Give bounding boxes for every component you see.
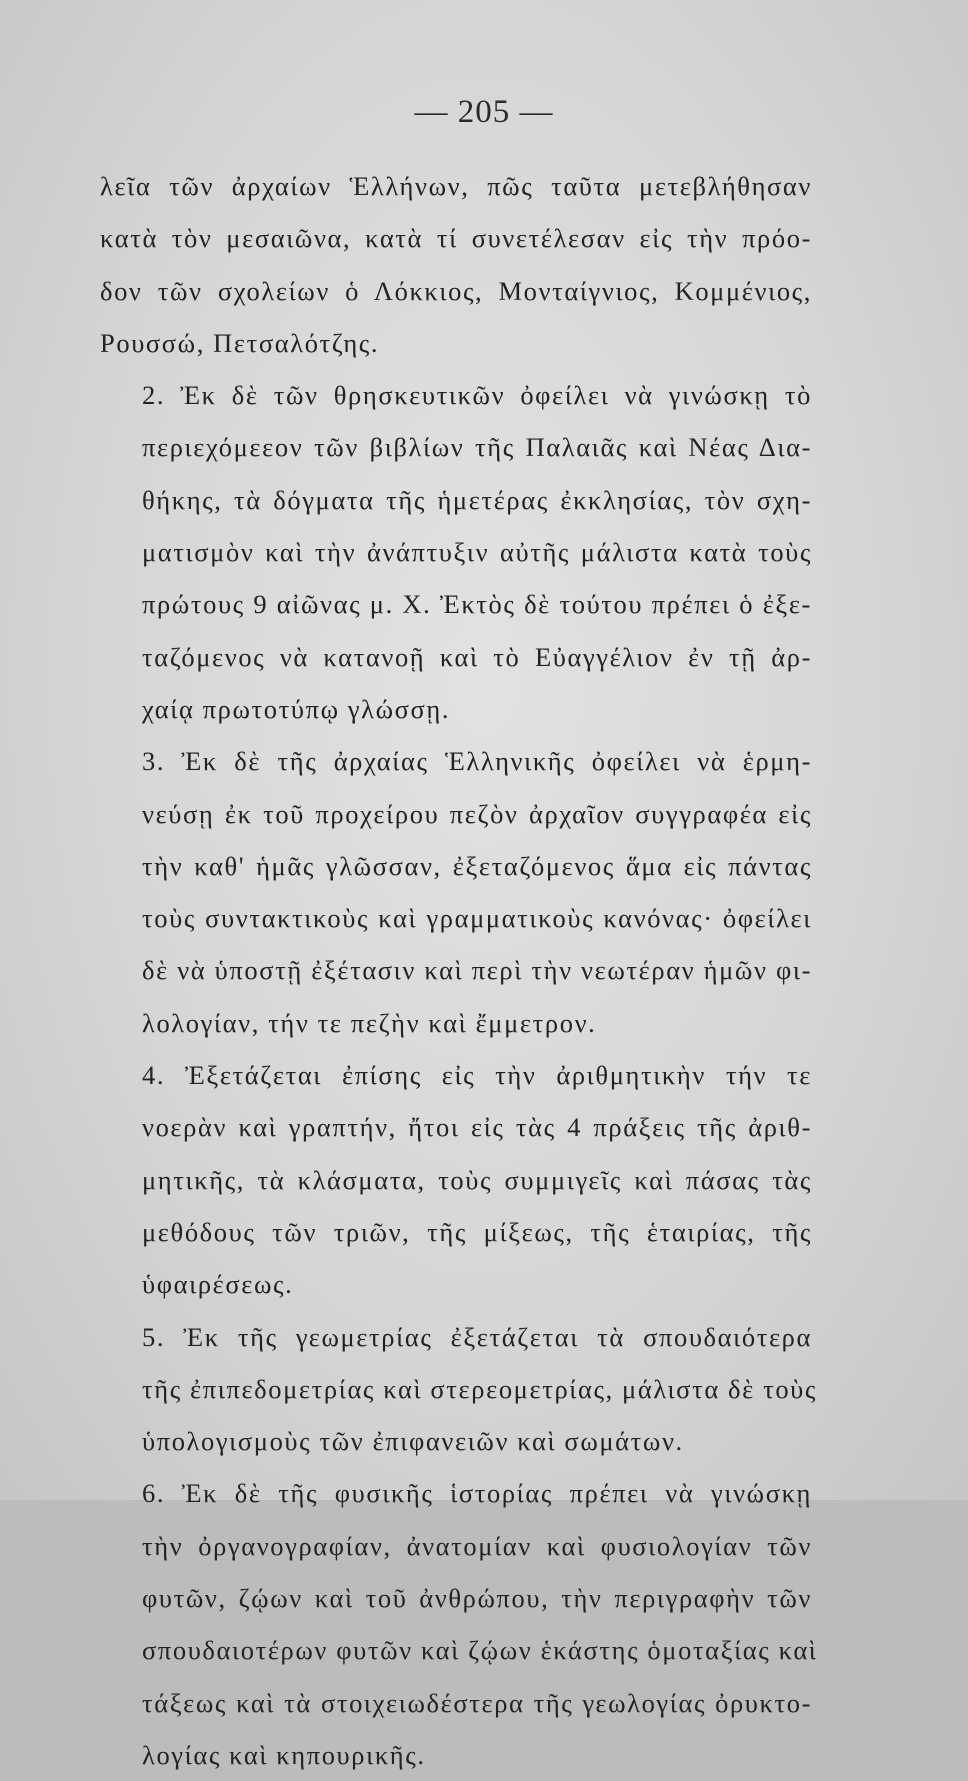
text-line: λογίας καὶ κηπουρικῆς. (142, 1739, 426, 1770)
page-number: — 205 — (414, 94, 554, 130)
text-line: φυτῶν, ζῴων καὶ τοῦ ἀνθρώπου, τὴν περιγραφὴν τῶν (142, 1583, 812, 1614)
text-line: δὲ νὰ ὑποστῇ ἐξέτασιν καὶ περὶ τὴν νεωτέραν ἡμῶν φι- (142, 955, 812, 986)
text-line: λεῖα τῶν ἀρχαίων Ἑλλήνων, πῶς ταῦτα μετεβλήθησαν (100, 171, 812, 201)
text-line: νοερὰν καὶ γραπτήν, ἤτοι εἰς τὰς 4 πράξεις τῆς ἀριθ- (142, 1112, 812, 1143)
text-line: χαίᾳ πρωτοτύπῳ γλώσσῃ. (142, 693, 451, 724)
paragraph-item-2 (100, 369, 812, 735)
text-line: δον τῶν σχολείων ὁ Λόκκιος, Μονταίγνιος, Κομμένιος, (100, 275, 812, 306)
text-line: τῆς ἐπιπεδομετρίας καὶ στερεομετρίας, μάλιστα δὲ τοὺς (142, 1373, 817, 1404)
text-line: 4. Ἐξετάζεται ἐπίσης εἰς τὴν ἀριθμητικὴν τήν τε (142, 1060, 812, 1091)
text-line: περιεχόμεεον τῶν βιβλίων τῆς Παλαιᾶς καὶ Νέας Δια- (142, 432, 812, 463)
text-line: κατὰ τὸν μεσαιῶνα, κατὰ τί συνετέλεσαν εἰς τὴν πρόο- (100, 223, 812, 254)
text-line: τὴν ὀργανογραφίαν, ἀνατομίαν καὶ φυσιολογίαν τῶν (142, 1530, 812, 1561)
text-line: τὴν καθ' ἡμᾶς γλῶσσαν, ἐξεταζόμενος ἅμα εἰς πάντας (142, 850, 812, 881)
text-line: μητικῆς, τὰ κλάσματα, τοὺς συμμιγεῖς καὶ πάσας τὰς (142, 1164, 812, 1195)
text-line: 6. Ἐκ δὲ τῆς φυσικῆς ἱστορίας πρέπει νὰ γινώσκῃ (142, 1478, 812, 1509)
text-line: ματισμὸν καὶ τὴν ἀνάπτυξιν αὐτῆς μάλιστα κατὰ τοὺς (142, 537, 812, 568)
text-line: νεύσῃ ἐκ τοῦ προχείρου πεζὸν ἀρχαῖον συγγραφέα εἰς (142, 798, 812, 829)
text-line: 3. Ἐκ δὲ τῆς ἀρχαίας Ἑλληνικῆς ὀφείλει νὰ ἑρμη- (142, 746, 812, 777)
text-line: σπουδαιοτέρων φυτῶν καὶ ζῴων ἑκάστης ὁμοταξίας καὶ (142, 1635, 818, 1666)
text-line: λολογίαν, τήν τε πεζὴν καὶ ἔμμετρον. (142, 1007, 597, 1038)
text-line: πρώτους 9 αἰῶνας μ. Χ. Ἐκτὸς δὲ τούτου πρέπει ὁ ἐξε- (142, 589, 812, 620)
paragraph-continuation (100, 160, 812, 369)
text-line: τοὺς συντακτικοὺς καὶ γραμματικοὺς κανόνας· ὀφείλει (142, 903, 812, 934)
text-line: ὑφαιρέσεως. (142, 1269, 294, 1300)
paragraph-item-3 (100, 735, 812, 1049)
text-line: 5. Ἐκ τῆς γεωμετρίας ἐξετάζεται τὰ σπουδαιότερα (142, 1321, 812, 1352)
text-line: τάξεως καὶ τὰ στοιχειωδέστερα τῆς γεωλογίας ὀρυκτο- (142, 1687, 812, 1718)
text-line: 2. Ἐκ δὲ τῶν θρησκευτικῶν ὀφείλει νὰ γινώσκῃ τὸ (142, 380, 812, 411)
text-line: Ρουσσώ, Πετσαλότζης. (100, 327, 380, 358)
text-body (100, 160, 818, 1781)
text-line: θήκης, τὰ δόγματα τῆς ἡμετέρας ἐκκλησίας, τὸν σχη- (142, 484, 812, 515)
text-line: ὑπολογισμοὺς τῶν ἐπιφανειῶν καὶ σωμάτων. (142, 1426, 684, 1457)
paragraph-item-6 (100, 1467, 818, 1781)
paragraph-item-5 (100, 1311, 817, 1468)
text-line: μεθόδους τῶν τριῶν, τῆς μίξεως, τῆς ἑταιρίας, τῆς (142, 1216, 812, 1247)
text-line: ταζόμενος νὰ κατανοῇ καὶ τὸ Εὐαγγέλιον ἐν τῇ ἀρ- (142, 641, 812, 672)
paragraph-item-4 (100, 1049, 812, 1310)
